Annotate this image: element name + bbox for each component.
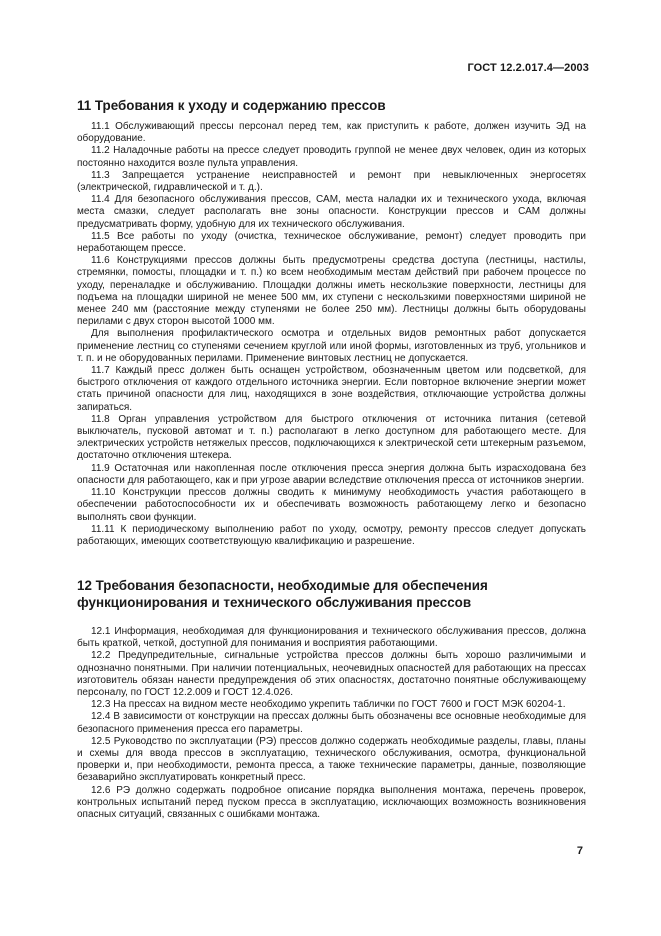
section-12 <box>77 577 586 611</box>
paragraph-11-8: 11.8 Орган управления устройством для быстрого отключения от источника питания (сетевой выключатель, пусковой автомат и т. п.) располагают в легко доступном для работающего месте. Для электрических устройств нетяжелых прессов, подключающихся к электрической сети штекерным разъемом, достаточно отключения штекера. <box>77 413 586 462</box>
paragraph-12-1: 12.1 Информация, необходимая для функционирования и технического обслуживания прессов, должна быть краткой, четкой, доступной для понимания и восприятия работающими. <box>77 626 586 650</box>
section-12-body <box>77 626 586 821</box>
paragraph-11-5: 11.5 Все работы по уходу (очистка, техническое обслуживание, ремонт) следует проводить при неработающем прессе. <box>77 230 586 255</box>
paragraph-11-10: 11.10 Конструкции прессов должны сводить к минимуму необходимость участия работающего в обеспечении работоспособности их и обеспечивать возможность работающему легко и безопасно выполнять свои функции. <box>77 487 586 523</box>
paragraph-12-3: 12.3 На прессах на видном месте необходимо укрепить таблички по ГОСТ 7600 и ГОСТ МЭК 60204-1. <box>91 699 566 711</box>
paragraph-11-1: 11.1 Обслуживающий прессы персонал перед тем, как приступить к работе, должен изучить ЭД на оборудование. <box>77 121 586 145</box>
section-12-title-line-1: 12 Требования безопасности, необходимые для обеспечения <box>77 578 488 593</box>
section-12-title-line-2: функционирования и технического обслуживания прессов <box>77 595 472 610</box>
page-number: 7 <box>576 845 583 857</box>
paragraph-11-4: 11.4 Для безопасного обслуживания прессов, САМ, места наладки их и технического ухода, включая места смазки, следует располагать вне зоны опасности. Конструкции прессов и САМ должны предусматривать форму, удобную для их технического обслуживания. <box>77 194 586 230</box>
standard-code-header: ГОСТ 12.2.017.4—2003 <box>467 62 589 74</box>
paragraph-11-6-cont: Для выполнения профилактического осмотра и отдельных видов ремонтных работ допускается применение лестниц со ступенями сечением круглой или иной формы, изготовленных из труб, угольников и т. п. и не оборудованных перилами. Применение винтовых лестниц не допускается. <box>77 328 586 364</box>
paragraph-11-7: 11.7 Каждый пресс должен быть оснащен устройством, обозначенным цветом или подсветкой, для быстрого отключения от каждого отдельного источника энергии. Если повторное включение энергии может стать причиной опасности для лиц, находящихся в зоне воздействия, отключающие устройства должны запираться. <box>77 365 586 413</box>
paragraph-12-2: 12.2 Предупредительные, сигнальные устройства прессов должны быть хорошо различимыми и однозначно понятными. При наличии потенциальных, неочевидных опасностей для работающих на прессах изготовитель обязан нанести предупреждения об этих опасностях, достаточно понятные обслуживающему персоналу, по ГОСТ 12.2.009 и ГОСТ 12.4.026. <box>77 650 586 699</box>
section-11-body <box>77 121 586 548</box>
paragraph-11-2: 11.2 Наладочные работы на прессе следует проводить группой не менее двух человек, один из которых постоянно находится возле пульта управления. <box>77 145 586 169</box>
paragraph-11-3: 11.3 Запрещается устранение неисправностей и ремонт при невыключенных энергосетях (электрической, гидравлической и т. д.). <box>77 169 586 194</box>
section-11-title: 11 Требования к уходу и содержанию прессов <box>77 98 386 113</box>
paragraph-12-4: 12.4 В зависимости от конструкции на прессах должны быть обозначены все основные необходимые для безопасного применения пресса его параметры. <box>77 711 586 735</box>
section-11 <box>77 97 586 114</box>
paragraph-11-9: 11.9 Остаточная или накопленная после отключения пресса энергия должна быть израсходована без опасности для работающего, как и при угрозе аварии вследствие отключения пресса от источников энергии. <box>77 462 586 486</box>
paragraph-12-6: 12.6 РЭ должно содержать подробное описание порядка выполнения монтажа, перечень проверок, контрольных испытаний перед пуском пресса в эксплуатацию, исключающих возможность возникновения опасных ситуаций, связанных с ошибками монтажа. <box>77 784 586 821</box>
paragraph-12-5: 12.5 Руководство по эксплуатации (РЭ) прессов должно содержать необходимые разделы, главы, планы и схемы для ввода прессов в эксплуатацию, технического обслуживания, осмотра, функциональной проверки и, при необходимости, ремонта пресса, а также технические параметры, данные, позволяющие безаварийно эксплуатировать конкретный пресс. <box>77 735 586 784</box>
paragraph-11-11: 11.11 К периодическому выполнению работ по уходу, осмотру, ремонту прессов следует допускать работающих, имеющих соответствующую квалификацию и разрешение. <box>77 523 586 547</box>
paragraph-11-6: 11.6 Конструкциями прессов должны быть предусмотрены средства доступа (лестницы, настилы, стремянки, помосты, площадки и т. п.) ко всем необходимым местам действий при рабочем процессе по уходу, переналадке и обслуживанию. Площадки должны иметь нескользкие поверхности, лестницы для подъема на площадки шириной не менее 500 мм, их ступени с нескользкими поверхностями шириной не менее 240 мм (расстояние между ступенями не более 250 мм). Лестницы должны быть оборудованы перилами с двух сторон высотой 1000 мм. <box>77 255 586 328</box>
